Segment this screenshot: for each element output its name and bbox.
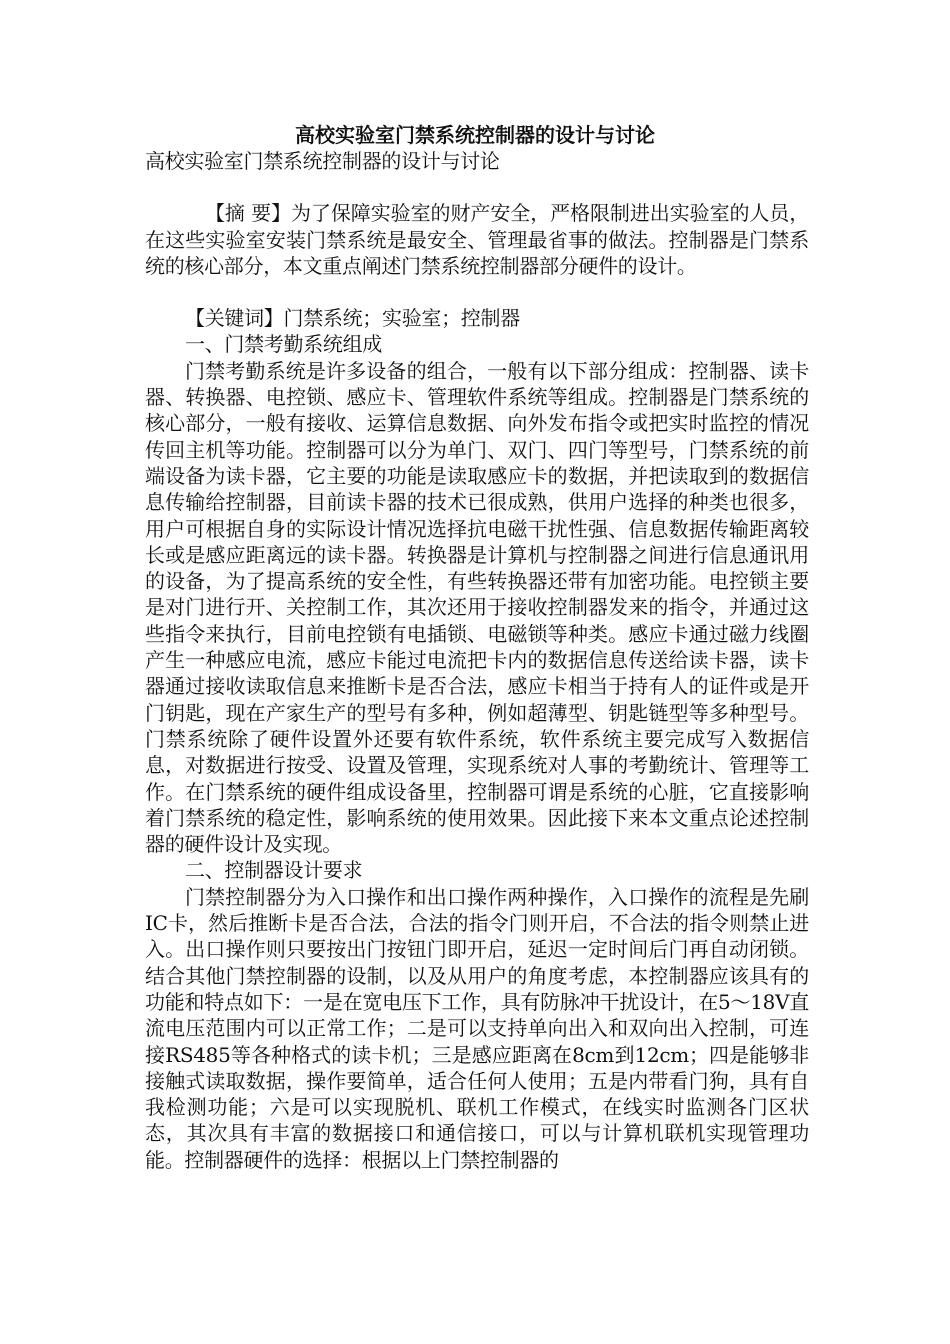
document-subtitle: 高校实验室门禁系统控制器的设计与讨论 bbox=[145, 149, 500, 173]
document-title: 高校实验室门禁系统控制器的设计与讨论 bbox=[295, 123, 655, 147]
document-body bbox=[145, 148, 809, 1173]
spacer bbox=[145, 174, 809, 200]
spacer bbox=[145, 279, 809, 305]
abstract-paragraph: 【摘 要】为了保障实验室的财产安全，严格限制进出实验室的人员，在这些实验室安装门禁系统是最安全、管理最省事的做法。控制器是门禁系统的核心部分，本文重点阐述门禁系统控制器部分硬件的设计。 bbox=[145, 201, 809, 278]
section-heading-1: 一、门禁考勤系统组成 bbox=[185, 332, 382, 357]
section-paragraph-2: 门禁控制器分为入口操作和出口操作两种操作，入口操作的流程是先刷IC卡，然后推断卡是否合法，合法的指令门则开启，不合法的指令则禁止进入。出口操作则只要按出门按钮门即开启，延迟一定时间后门再自动闭锁。结合其他门禁控制器的设制，以及从用户的角度考虑，本控制器应该具有的功能和特点如下：一是在宽电压下工作，具有防脉冲干扰设计，在5～18V直流电压范围内可以正常工作；二是可以支持单向出入和双向出入控制，可连接RS485等各种格式的读卡机；三是感应距离在8cm到12cm；四是能够非接触式读取数据，操作要简单，适合任何人使用；五是内带看门狗，具有自我检测功能；六是可以实现脱机、联机工作模式，在线实时监测各门区状态，其次具有丰富的数据接口和通信接口，可以与计算机联机实现管理功能。控制器硬件的选择：根据以上门禁控制器的 bbox=[145, 884, 809, 1172]
section-heading-2: 二、控制器设计要求 bbox=[185, 858, 363, 883]
keywords-line: 【关键词】门禁系统；实验室；控制器 bbox=[185, 306, 520, 331]
section-paragraph-1: 门禁考勤系统是许多设备的组合，一般有以下部分组成：控制器、读卡器、转换器、电控锁、感应卡、管理软件系统等组成。控制器是门禁系统的核心部分，一般有接收、运算信息数据、向外发布指令或把实时监控的情况传回主机等功能。控制器可以分为单门、双门、四门等型号，门禁系统的前端设备为读卡器，它主要的功能是读取感应卡的数据，并把读取到的数据信息传输给控制器，目前读卡器的技术已很成熟，供用户选择的种类也很多，用户可根据自身的实际设计情况选择抗电磁干扰性强、信息数据传输距离较长或是感应距离远的读卡器。转换器是计算机与控制器之间进行信息通讯用的设备，为了提高系统的安全性，有些转换器还带有加密功能。电控锁主要是对门进行开、关控制工作，其次还用于接收控制器发来的指令，并通过这些指令来执行，目前电控锁有电插锁、电磁锁等种类。感应卡通过磁力线圈产生一种感应电流，感应卡能过电流把卡内的数据信息传送给读卡器，读卡器通过接收读取信息来推断卡是否合法，感应卡相当于持有人的证件或是开门钥匙，现在产家生产的型号有多种，例如超薄型、钥匙链型等多种型号。门禁系统除了硬件设置外还要有软件系统，软件系统主要完成写入数据信息，对数据进行按受、设置及管理，实现系统对人事的考勤统计、管理等工作。在门禁系统的硬件组成设备里，控制器可谓是系统的心脏，它直接影响着门禁系统的稳定性，影响系统的使用效果。因此接下来本文重点论述控制器的硬件设计及实现。 bbox=[145, 358, 809, 857]
